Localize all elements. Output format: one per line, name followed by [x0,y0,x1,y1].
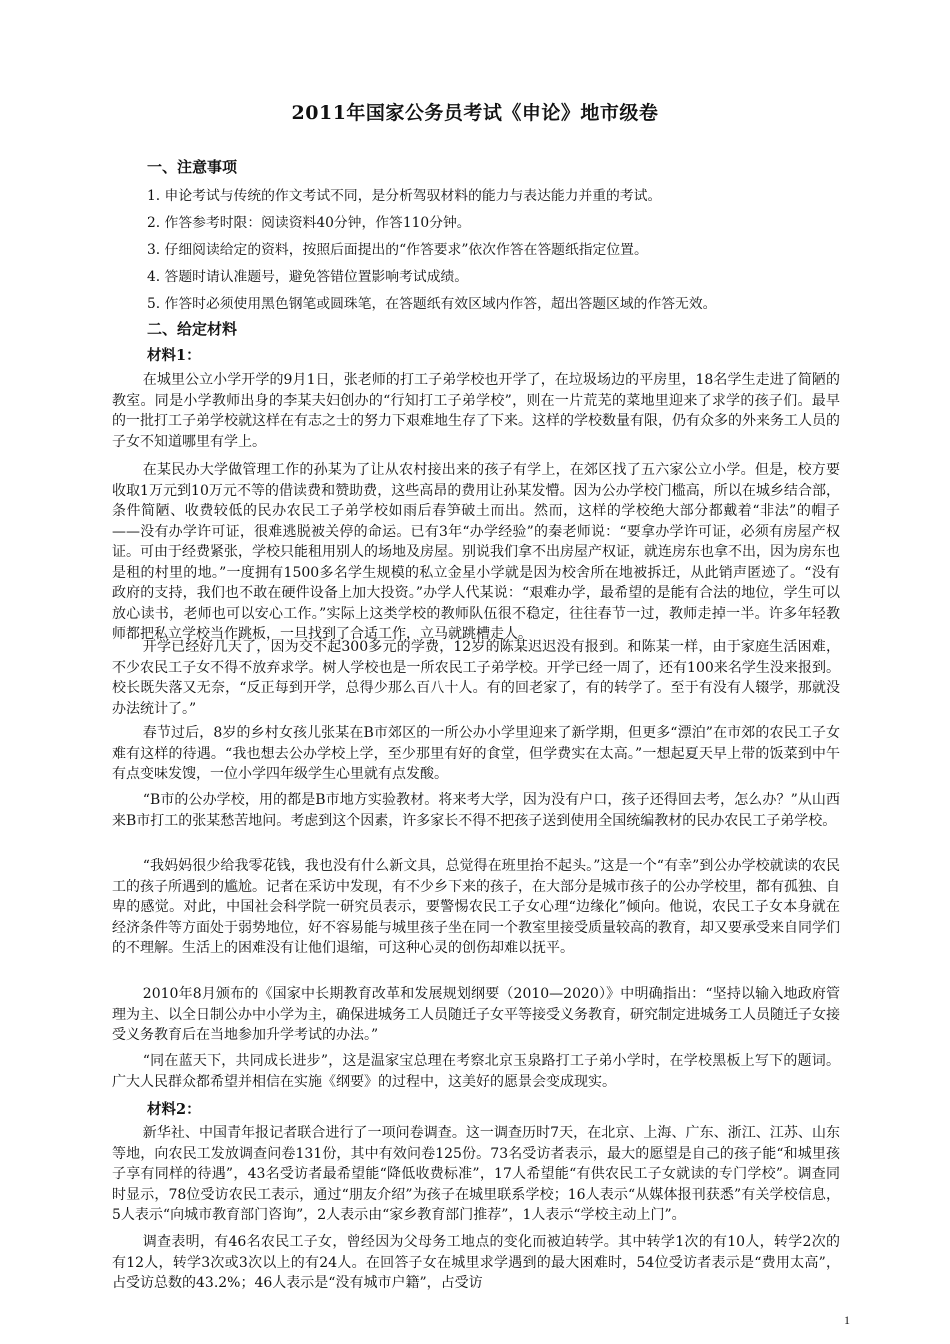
material-1-paragraph: 春节过后，8岁的乡村女孩儿张某在B市郊区的一所公办小学里迎来了新学期，但更多“漂泊”在市郊的农民工子女难有这样的待遇。“我也想去公办学校上学，至少那里有好的食堂，但学费实在太高。”一想起夏天早上带的饭菜到中午有点变味发馊，一位小学四年级学生心里就有点发酸。 [112,725,840,782]
material-1-paragraph: “同在蓝天下，共同成长进步”，这是温家宝总理在考察北京玉泉路打工子弟小学时，在学校黑板上写下的题词。广大人民群众都希望并相信在实施《纲要》的过程中，这美好的愿景会变成现实。 [112,1053,840,1090]
notice-item: 3. 仔细阅读给定的资料，按照后面提出的“作答要求”依次作答在答题纸指定位置。 [147,242,648,258]
material-1-paragraph: 开学已经好几天了，因为交不起300多元的学费，12岁的陈某迟迟没有报到。和陈某一样，由于家庭生活困难，不少农民工子女不得不放弃求学。树人学校也是一所农民工子弟学校。开学已经一周了，还有100来名学生没来报到。校长既失落又无奈，“反正每到开学，总得少那么百八十人。有的回老家了，有的转学了。至于有没有人辍学，那就没办法统计了。” [112,639,840,717]
material-1-paragraph: 在某民办大学做管理工作的孙某为了让从农村接出来的孩子有学上，在郊区找了五六家公立小学。但是，校方要收取1万元到10万元不等的借读费和赞助费，这些高昂的费用让孙某发懵。因为公办学校门槛高，所以在城乡结合部，条件简陋、收费较低的民办农民工子弟学校如雨后春笋破土而出。然而，这样的学校绝大部分都戴着“非法”的帽子——没有办学许可证，很难逃脱被关停的命运。已有3年“办学经验”的秦老师说：“要拿办学许可证，必须有房屋产权证。可由于经费紧张，学校只能租用别人的场地及房屋。别说我们拿不出房屋产权证，就连房东也拿不出，因为房东也是租的村里的地。”一度拥有1500多名学生规模的私立金星小学就是因为校舍所在地被拆迁，从此销声匿迹了。“没有政府的支持，我们也不敢在硬件设备上加大投资。”办学人代某说：“艰难办学，最希望的是能有合法的地位，学生可以放心读书，老师也可以安心工作。”实际上这类学校的教师队伍很不稳定，往往春节一过，教师走掉一半。许多年轻教师都把私立学校当作跳板，一旦找到了合适工作，立马就跳槽走人。 [112,462,840,642]
material-2-paragraph: 新华社、中国青年报记者联合进行了一项问卷调查。这一调查历时7天，在北京、上海、广东、浙江、江苏、山东等地，向农民工发放调查问卷131份，其中有效问卷125份。73名受访者表示，最大的愿望是自己的孩子能“和城里孩子享有同样的待遇”，43名受访者最希望能“降低收费标准”，17人希望能“有供农民工子女就读的专门学校”。调查同时显示，78位受访农民工表示，通过“朋友介绍”为孩子在城里联系学校；16人表示“从媒体报刊获悉”有关学校信息，5人表示“向城市教育部门咨询”，2人表示由“家乡教育部门推荐”，1人表示“学校主动上门”。 [112,1125,840,1223]
material-1-paragraph: 2010年8月颁布的《国家中长期教育改革和发展规划纲要（2010—2020）》中明确指出：“坚持以输入地政府管理为主、以全日制公办中小学为主，确保进城务工人员随迁子女平等接受义务教育，研究制定进城务工人员随迁子女接受义务教育后在当地参加升学考试的办法。” [112,986,840,1043]
section-heading-materials: 二、给定材料 [147,320,238,338]
section-heading-notices: 一、注意事项 [147,158,238,176]
notice-item: 1. 申论考试与传统的作文考试不同，是分析驾驭材料的能力与表达能力并重的考试。 [147,188,662,204]
notice-item: 5. 作答时必须使用黑色钢笔或圆珠笔，在答题纸有效区域内作答，超出答题区域的作答无效。 [147,296,717,312]
material-1-paragraph: 在城里公立小学开学的9月1日，张老师的打工子弟学校也开学了，在垃圾场边的平房里，18名学生走进了简陋的教室。同是小学教师出身的李某夫妇创办的“行知打工子弟学校”，则在一片荒芜的菜地里迎来了求学的孩子们。最早的一批打工子弟学校就这样在有志之士的努力下艰难地生存了下来。这样的学校数量有限，仍有众多的外来务工人员的子女不知道哪里有学上。 [112,372,840,450]
document-title: 2011年国家公务员考试《申论》地市级卷 [291,102,659,124]
page-number: 1 [844,1313,850,1327]
notice-item: 4. 答题时请认准题号，避免答错位置影响考试成绩。 [147,269,469,285]
material-1-label: 材料1： [147,347,201,364]
material-1-paragraph: “我妈妈很少给我零花钱，我也没有什么新文具，总觉得在班里抬不起头。”这是一个“有幸”到公办学校就读的农民工的孩子所遇到的尴尬。记者在采访中发现，有不少乡下来的孩子，在大部分是城市孩子的公办学校里，都有孤独、自卑的感觉。对此，中国社会科学院一研究员表示，要警惕农民工子女心理“边缘化”倾向。他说，农民工子女本身就在经济条件等方面处于弱势地位，好不容易能与城里孩子坐在同一个教室里接受质量较高的教育，却又要承受来自同学们的不理解。生活上的困难没有让他们退缩，可这种心灵的创伤却难以抚平。 [112,858,840,956]
material-1-paragraph: “B市的公办学校，用的都是B市地方实验教材。将来考大学，因为没有户口，孩子还得回去考，怎么办？”从山西来B市打工的张某愁苦地问。考虑到这个因素，许多家长不得不把孩子送到使用全国统编教材的民办农民工子弟学校。 [112,792,840,829]
notice-item: 2. 作答参考时限：阅读资料40分钟，作答110分钟。 [147,215,471,231]
material-2-label: 材料2： [147,1101,201,1118]
material-2-paragraph: 调查表明，有46名农民工子女，曾经因为父母务工地点的变化而被迫转学。其中转学1次的有10人，转学2次的有12人，转学3次或3次以上的有24人。在回答子女在城里求学遇到的最大困难时，54位受访者表示是“费用太高”，占受访总数的43.2%；46人表示是“没有城市户籍”，占受访 [112,1234,840,1291]
